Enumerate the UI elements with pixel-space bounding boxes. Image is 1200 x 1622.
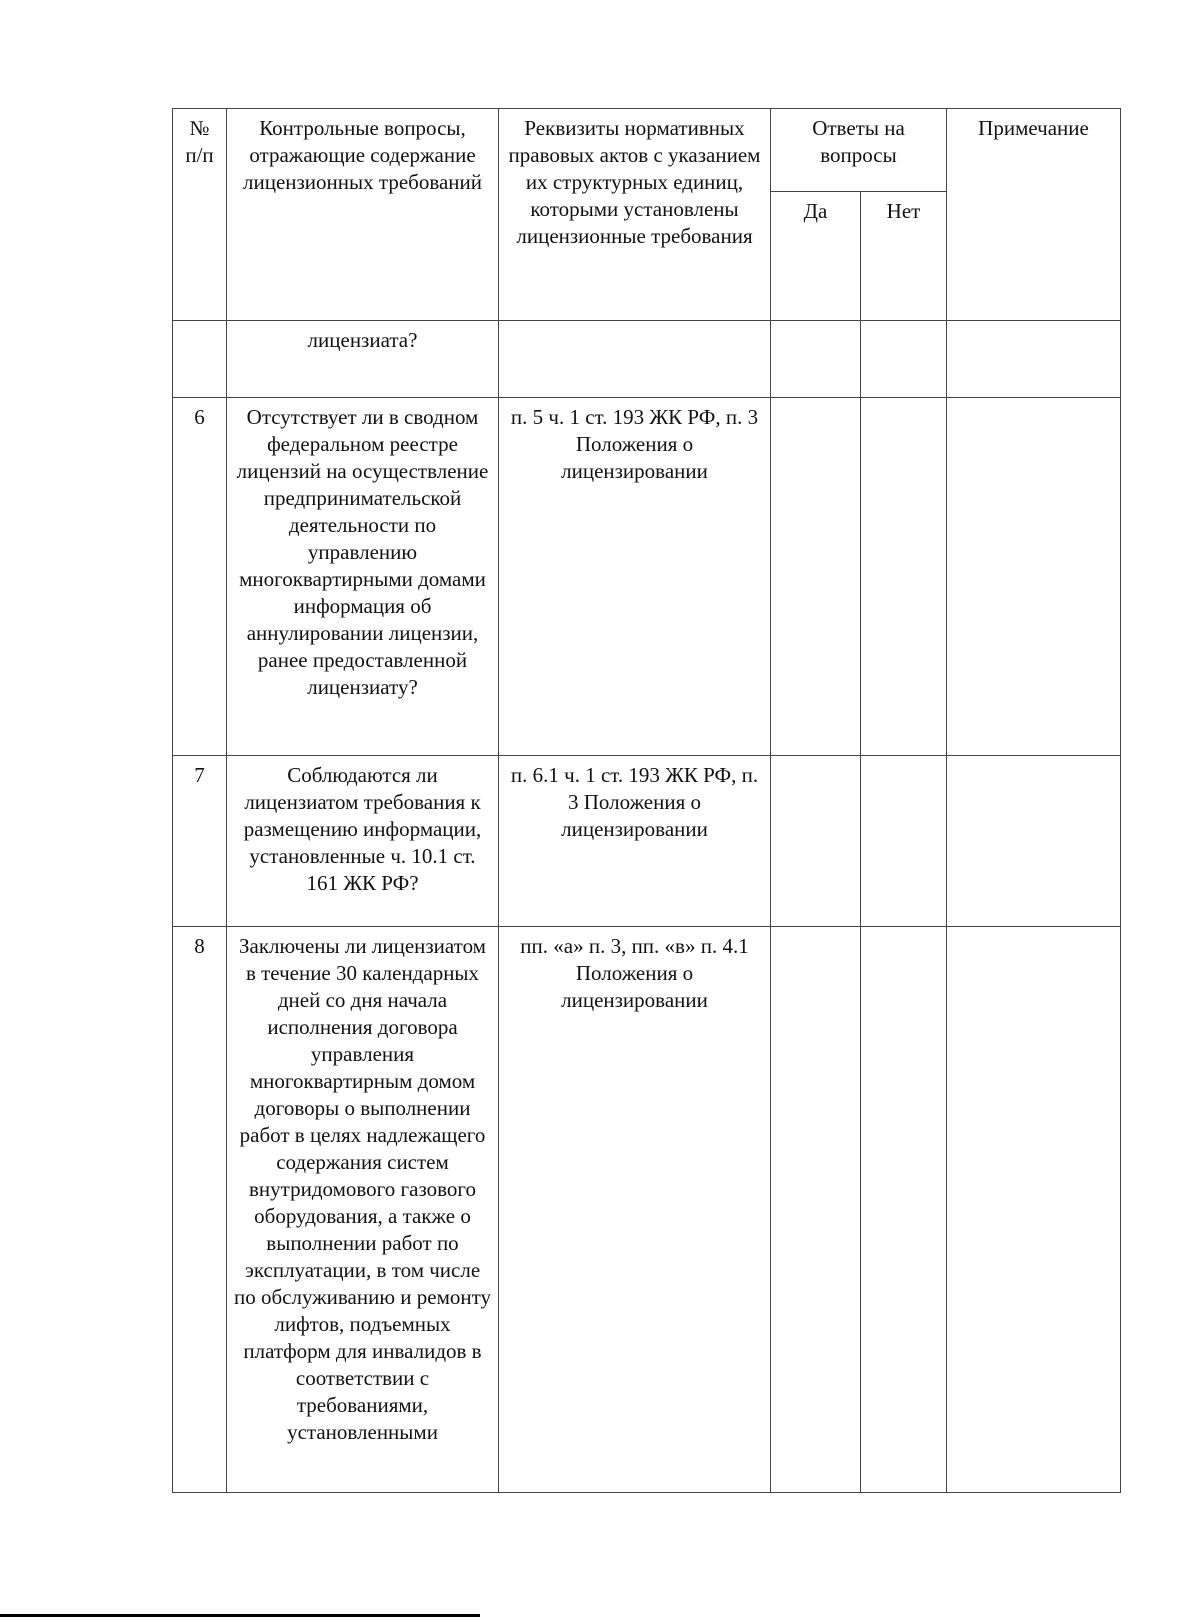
row-yes [771, 321, 861, 398]
header-requisites: Реквизиты нормативных правовых актов с указанием их структурных единиц, которыми установлены лицензионные требования [499, 109, 771, 321]
row-yes [771, 398, 861, 756]
table-row [173, 321, 1121, 398]
table-header-row [173, 109, 1121, 192]
header-note: Примечание [947, 109, 1121, 321]
row-no [861, 756, 947, 927]
table-row [173, 756, 1121, 927]
row-requisites: п. 5 ч. 1 ст. 193 ЖК РФ, п. 3 Положения о лицензировании [499, 398, 771, 756]
row-number: 7 [173, 756, 227, 927]
row-note [947, 398, 1121, 756]
row-yes [771, 927, 861, 1493]
row-no [861, 321, 947, 398]
header-no: Нет [861, 192, 947, 321]
table-row [173, 398, 1121, 756]
row-number: 6 [173, 398, 227, 756]
header-number: № п/п [173, 109, 227, 321]
row-note [947, 927, 1121, 1493]
table-row [173, 927, 1121, 1493]
row-requisites: пп. «а» п. 3, пп. «в» п. 4.1 Положения о лицензировании [499, 927, 771, 1493]
row-no [861, 398, 947, 756]
row-question: Отсутствует ли в сводном федеральном реестре лицензий на осуществление предпринимательской деятельности по управлению многоквартирными домами информация об аннулировании лицензии, ранее предоставленной лицензиату? [227, 398, 499, 756]
row-note [947, 756, 1121, 927]
row-no [861, 927, 947, 1493]
row-note [947, 321, 1121, 398]
row-requisites [499, 321, 771, 398]
header-question: Контрольные вопросы, отражающие содержание лицензионных требований [227, 109, 499, 321]
row-question: Соблюдаются ли лицензиатом требования к размещению информации, установленные ч. 10.1 ст. 161 ЖК РФ? [227, 756, 499, 927]
licensing-checklist-table [172, 108, 1121, 1493]
row-yes [771, 756, 861, 927]
row-number: 8 [173, 927, 227, 1493]
row-requisites: п. 6.1 ч. 1 ст. 193 ЖК РФ, п. 3 Положения о лицензировании [499, 756, 771, 927]
row-question: лицензиата? [227, 321, 499, 398]
header-yes: Да [771, 192, 861, 321]
row-question: Заключены ли лицензиатом в течение 30 календарных дней со дня начала исполнения договора управления многоквартирным домом договоры о выполнении работ в целях надлежащего содержания систем внутридомового газового оборудования, а также о выполнении работ по эксплуатации, в том числе по обслуживанию и ремонту лифтов, подъемных платформ для инвалидов в соответствии с требованиями, установленными [227, 927, 499, 1493]
scan-edge-line [0, 1614, 480, 1617]
header-answers: Ответы на вопросы [771, 109, 947, 192]
row-number [173, 321, 227, 398]
